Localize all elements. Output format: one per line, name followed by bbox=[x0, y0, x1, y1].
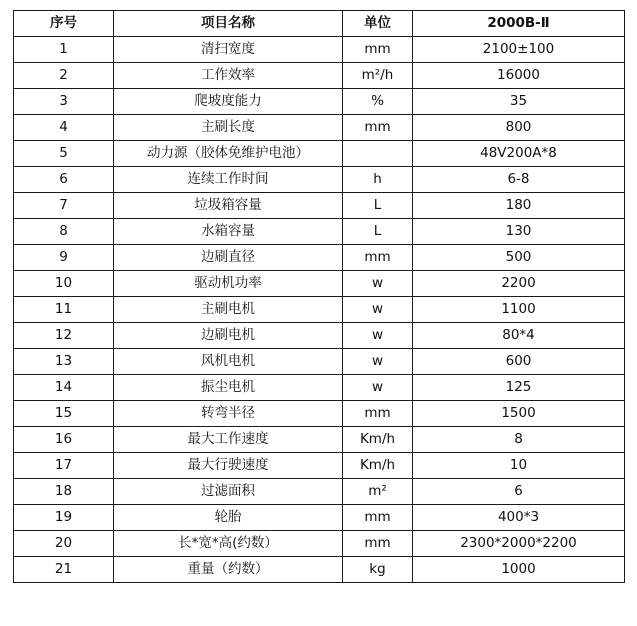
table-row bbox=[14, 479, 625, 505]
table-row bbox=[14, 505, 625, 531]
header-model: 2000B-Ⅱ bbox=[413, 11, 625, 37]
item-name-cell: 垃圾箱容量 bbox=[114, 193, 343, 219]
unit-cell: mm bbox=[343, 505, 413, 531]
unit-cell: Km/h bbox=[343, 427, 413, 453]
item-name-cell: 主刷电机 bbox=[114, 297, 343, 323]
row-number-cell: 14 bbox=[14, 375, 114, 401]
table-row bbox=[14, 557, 625, 583]
value-cell: 10 bbox=[413, 453, 625, 479]
unit-cell bbox=[343, 141, 413, 167]
value-cell: 125 bbox=[413, 375, 625, 401]
value-cell: 2200 bbox=[413, 271, 625, 297]
spec-table bbox=[13, 10, 625, 583]
table-row bbox=[14, 401, 625, 427]
table-row bbox=[14, 271, 625, 297]
value-cell: 16000 bbox=[413, 63, 625, 89]
item-name-cell: 风机电机 bbox=[114, 349, 343, 375]
row-number-cell: 18 bbox=[14, 479, 114, 505]
item-name-cell: 重量（约数） bbox=[114, 557, 343, 583]
value-cell: 180 bbox=[413, 193, 625, 219]
table-row bbox=[14, 167, 625, 193]
table-row bbox=[14, 375, 625, 401]
value-cell: 6-8 bbox=[413, 167, 625, 193]
table-row bbox=[14, 323, 625, 349]
header-item-name: 项目名称 bbox=[114, 11, 343, 37]
table-row bbox=[14, 193, 625, 219]
item-name-cell: 边刷直径 bbox=[114, 245, 343, 271]
table-row bbox=[14, 115, 625, 141]
row-number-cell: 12 bbox=[14, 323, 114, 349]
table-row bbox=[14, 531, 625, 557]
row-number-cell: 13 bbox=[14, 349, 114, 375]
value-cell: 1500 bbox=[413, 401, 625, 427]
item-name-cell: 动力源（胶体免维护电池） bbox=[114, 141, 343, 167]
item-name-cell: 连续工作时间 bbox=[114, 167, 343, 193]
value-cell: 130 bbox=[413, 219, 625, 245]
item-name-cell: 清扫宽度 bbox=[114, 37, 343, 63]
item-name-cell: 最大工作速度 bbox=[114, 427, 343, 453]
value-cell: 8 bbox=[413, 427, 625, 453]
row-number-cell: 9 bbox=[14, 245, 114, 271]
unit-cell: w bbox=[343, 271, 413, 297]
item-name-cell: 驱动机功率 bbox=[114, 271, 343, 297]
value-cell: 6 bbox=[413, 479, 625, 505]
row-number-cell: 16 bbox=[14, 427, 114, 453]
row-number-cell: 21 bbox=[14, 557, 114, 583]
unit-cell: w bbox=[343, 375, 413, 401]
unit-cell: w bbox=[343, 323, 413, 349]
header-no: 序号 bbox=[14, 11, 114, 37]
table-row bbox=[14, 297, 625, 323]
value-cell: 80*4 bbox=[413, 323, 625, 349]
table-row bbox=[14, 427, 625, 453]
unit-cell: mm bbox=[343, 531, 413, 557]
item-name-cell: 过滤面积 bbox=[114, 479, 343, 505]
header-unit: 单位 bbox=[343, 11, 413, 37]
row-number-cell: 2 bbox=[14, 63, 114, 89]
unit-cell: mm bbox=[343, 37, 413, 63]
row-number-cell: 1 bbox=[14, 37, 114, 63]
row-number-cell: 5 bbox=[14, 141, 114, 167]
row-number-cell: 15 bbox=[14, 401, 114, 427]
item-name-cell: 轮胎 bbox=[114, 505, 343, 531]
table-row bbox=[14, 349, 625, 375]
row-number-cell: 17 bbox=[14, 453, 114, 479]
unit-cell: m²/h bbox=[343, 63, 413, 89]
unit-cell: % bbox=[343, 89, 413, 115]
row-number-cell: 8 bbox=[14, 219, 114, 245]
value-cell: 400*3 bbox=[413, 505, 625, 531]
row-number-cell: 6 bbox=[14, 167, 114, 193]
value-cell: 600 bbox=[413, 349, 625, 375]
value-cell: 35 bbox=[413, 89, 625, 115]
item-name-cell: 边刷电机 bbox=[114, 323, 343, 349]
item-name-cell: 最大行驶速度 bbox=[114, 453, 343, 479]
table-row bbox=[14, 453, 625, 479]
unit-cell: w bbox=[343, 297, 413, 323]
unit-cell: L bbox=[343, 219, 413, 245]
row-number-cell: 7 bbox=[14, 193, 114, 219]
row-number-cell: 4 bbox=[14, 115, 114, 141]
table-row bbox=[14, 89, 625, 115]
unit-cell: w bbox=[343, 349, 413, 375]
row-number-cell: 11 bbox=[14, 297, 114, 323]
value-cell: 48V200A*8 bbox=[413, 141, 625, 167]
unit-cell: m² bbox=[343, 479, 413, 505]
row-number-cell: 20 bbox=[14, 531, 114, 557]
item-name-cell: 振尘电机 bbox=[114, 375, 343, 401]
table-row bbox=[14, 219, 625, 245]
table-row bbox=[14, 141, 625, 167]
unit-cell: Km/h bbox=[343, 453, 413, 479]
unit-cell: mm bbox=[343, 115, 413, 141]
unit-cell: mm bbox=[343, 245, 413, 271]
table-body bbox=[14, 37, 625, 583]
item-name-cell: 主刷长度 bbox=[114, 115, 343, 141]
item-name-cell: 爬坡度能力 bbox=[114, 89, 343, 115]
row-number-cell: 3 bbox=[14, 89, 114, 115]
item-name-cell: 转弯半径 bbox=[114, 401, 343, 427]
unit-cell: mm bbox=[343, 401, 413, 427]
item-name-cell: 水箱容量 bbox=[114, 219, 343, 245]
item-name-cell: 工作效率 bbox=[114, 63, 343, 89]
row-number-cell: 10 bbox=[14, 271, 114, 297]
table-row bbox=[14, 245, 625, 271]
table-row bbox=[14, 37, 625, 63]
unit-cell: L bbox=[343, 193, 413, 219]
unit-cell: h bbox=[343, 167, 413, 193]
table-row bbox=[14, 63, 625, 89]
value-cell: 1000 bbox=[413, 557, 625, 583]
value-cell: 500 bbox=[413, 245, 625, 271]
unit-cell: kg bbox=[343, 557, 413, 583]
row-number-cell: 19 bbox=[14, 505, 114, 531]
value-cell: 1100 bbox=[413, 297, 625, 323]
value-cell: 800 bbox=[413, 115, 625, 141]
header-row bbox=[14, 11, 625, 37]
item-name-cell: 长*宽*高(约数） bbox=[114, 531, 343, 557]
value-cell: 2300*2000*2200 bbox=[413, 531, 625, 557]
value-cell: 2100±100 bbox=[413, 37, 625, 63]
